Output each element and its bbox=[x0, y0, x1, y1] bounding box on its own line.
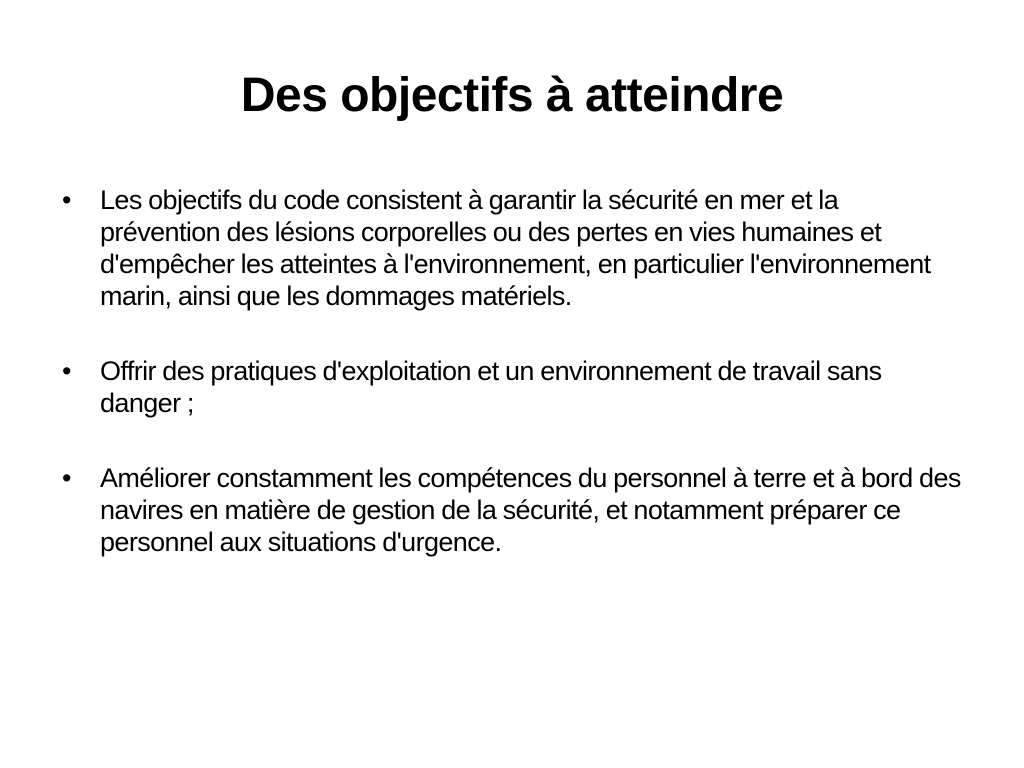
bullet-item-skills-improvement bbox=[62, 462, 962, 558]
bullet-icon: • bbox=[62, 463, 71, 493]
bullet-text: Les objectifs du code consistent à garantir la sécurité en mer et la prévention des lésions corporelles ou des pertes en vies humaines et d'empêcher les atteintes à l'environnement, en particulier l'environnement marin, ainsi que les dommages matériels. bbox=[100, 185, 931, 311]
bullet-list bbox=[62, 184, 962, 558]
bullet-item-safety-objectives bbox=[62, 184, 962, 312]
bullet-item-safe-practices bbox=[62, 355, 962, 419]
bullet-text: Offrir des pratiques d'exploitation et un environnement de travail sans danger ; bbox=[100, 356, 882, 418]
bullet-text: Améliorer constamment les compétences du personnel à terre et à bord des navires en matière de gestion de la sécurité, et notamment préparer ce personnel aux situations d'urgence. bbox=[100, 463, 961, 557]
slide-title: Des objectifs à atteindre bbox=[240, 69, 784, 122]
bullet-icon: • bbox=[62, 185, 71, 215]
bullet-icon: • bbox=[62, 356, 71, 386]
